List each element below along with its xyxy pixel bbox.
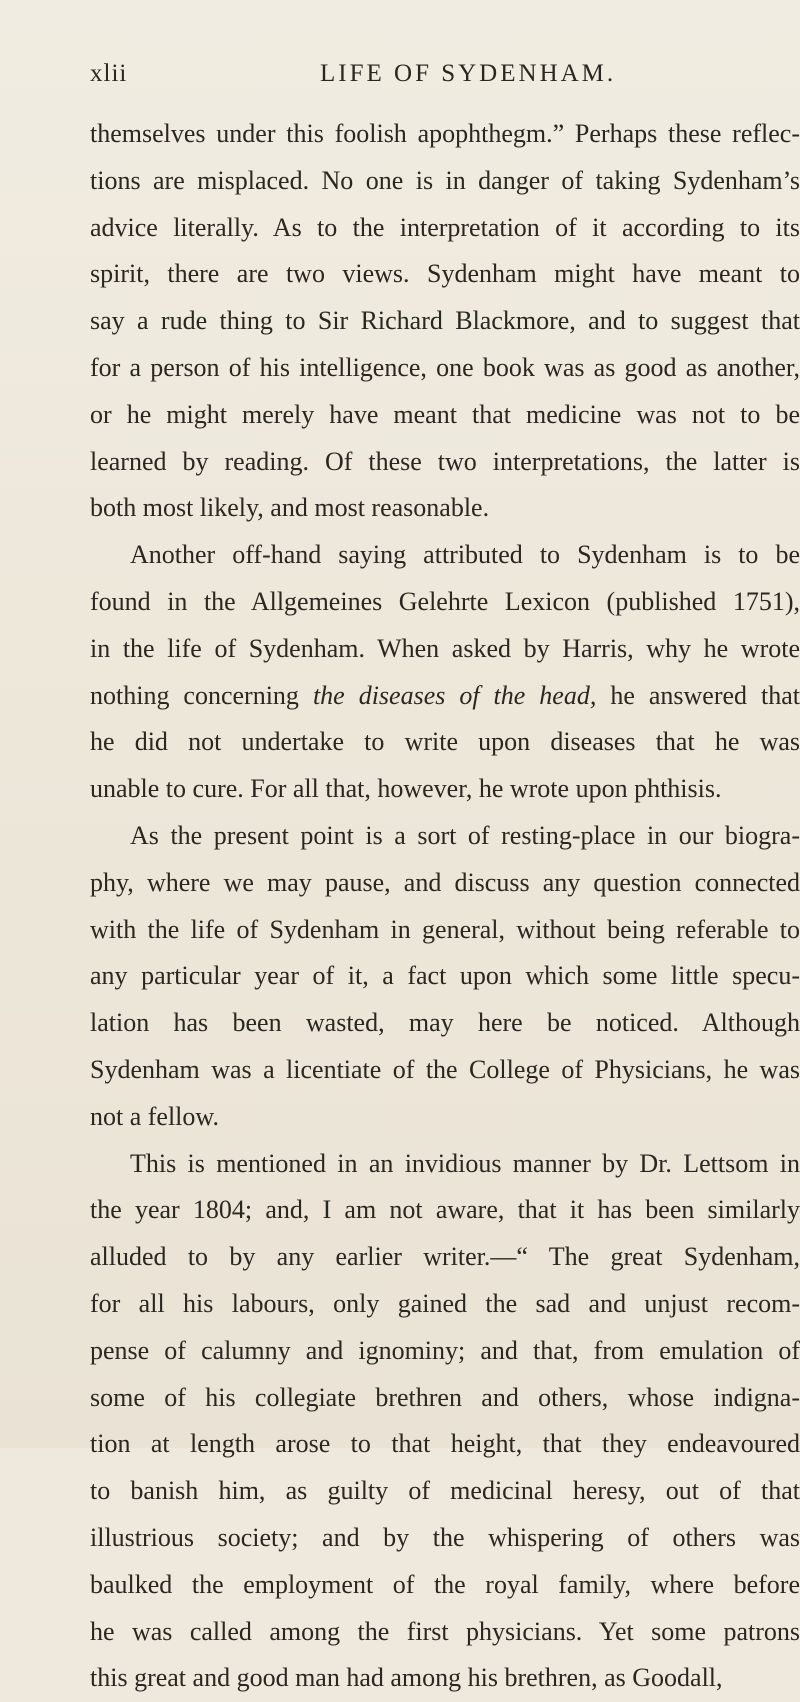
text-line: say a rude thing to Sir Richard Blackmore, and to suggest that (90, 306, 800, 336)
text-line: unable to cure. For all that, however, he wrote upon phthisis. (90, 774, 722, 804)
text-line: any particular year of it, a fact upon which some little specu- (90, 961, 800, 991)
text-line: As the present point is a sort of resting-place in our biogra- (130, 820, 800, 850)
text-line: Another off-hand saying attributed to Sydenham is to be (130, 540, 800, 570)
running-title: LIFE OF SYDENHAM. (320, 60, 617, 87)
text-line: this great and good man had among his brethren, as Goodall, (90, 1663, 723, 1693)
text-line: pense of calumny and ignominy; and that, from emulation of (90, 1335, 800, 1365)
text-line: both most likely, and most reasonable. (90, 493, 490, 523)
body-text (90, 111, 800, 1702)
page-number: xlii (90, 60, 128, 87)
text-line: with the life of Sydenham in general, without being referable to (90, 914, 800, 944)
text-line: not a fellow. (90, 1101, 219, 1131)
text-line: baulked the employment of the royal family, where before (90, 1569, 800, 1599)
running-head (90, 60, 750, 100)
text-line: for all his labours, only gained the sad and unjust recom- (90, 1288, 800, 1318)
paragraph (90, 813, 800, 1141)
paragraph (90, 1141, 800, 1702)
text-line: tion at length arose to that height, that they endeavoured (90, 1429, 800, 1459)
text-line: phy, where we may pause, and discuss any question connected (90, 867, 800, 897)
text-line: This is mentioned in an invidious manner by Dr. Lettsom in (130, 1148, 800, 1178)
italic-phrase: the diseases of the head, (312, 680, 597, 710)
text-line: illustrious society; and by the whispering of others was (90, 1522, 800, 1552)
text-line: some of his collegiate brethren and others, whose indigna- (90, 1382, 800, 1412)
text-line: for a person of his intelligence, one book was as good as another, (90, 352, 800, 382)
text-line: learned by reading. Of these two interpretations, the latter is (90, 446, 800, 476)
text-line: to banish him, as guilty of medicinal heresy, out of that (90, 1476, 800, 1506)
text-line: the year 1804; and, I am not aware, that it has been similarly (90, 1195, 800, 1225)
text-line: themselves under this foolish apophthegm.” Perhaps these reflec- (90, 119, 800, 148)
text-line: he was called among the first physicians. Yet some patrons (90, 1616, 800, 1646)
text-line: advice literally. As to the interpretation of it according to its (90, 212, 800, 242)
text-line: alluded to by any earlier writer.—“ The great Sydenham, (90, 1242, 800, 1272)
text-line (90, 673, 800, 720)
text-line: he did not undertake to write upon diseases that he was (90, 727, 800, 757)
text-line: spirit, there are two views. Sydenham might have meant to (90, 259, 800, 289)
paragraph (90, 111, 800, 532)
text-line: in the life of Sydenham. When asked by Harris, why he wrote (90, 633, 800, 663)
text-line: lation has been wasted, may here be noticed. Although (90, 1008, 800, 1038)
text-line: tions are misplaced. No one is in danger of taking Sydenham’s (90, 165, 800, 195)
paragraph (90, 532, 800, 813)
text-line: found in the Allgemeines Gelehrte Lexicon (published 1751), (90, 586, 800, 616)
text-line: or he might merely have meant that medicine was not to be (90, 399, 800, 429)
text-run: nothing concerning (90, 680, 313, 710)
text-line: Sydenham was a licentiate of the College of Physicians, he was (90, 1054, 800, 1084)
text-run: he answered that (596, 680, 800, 710)
